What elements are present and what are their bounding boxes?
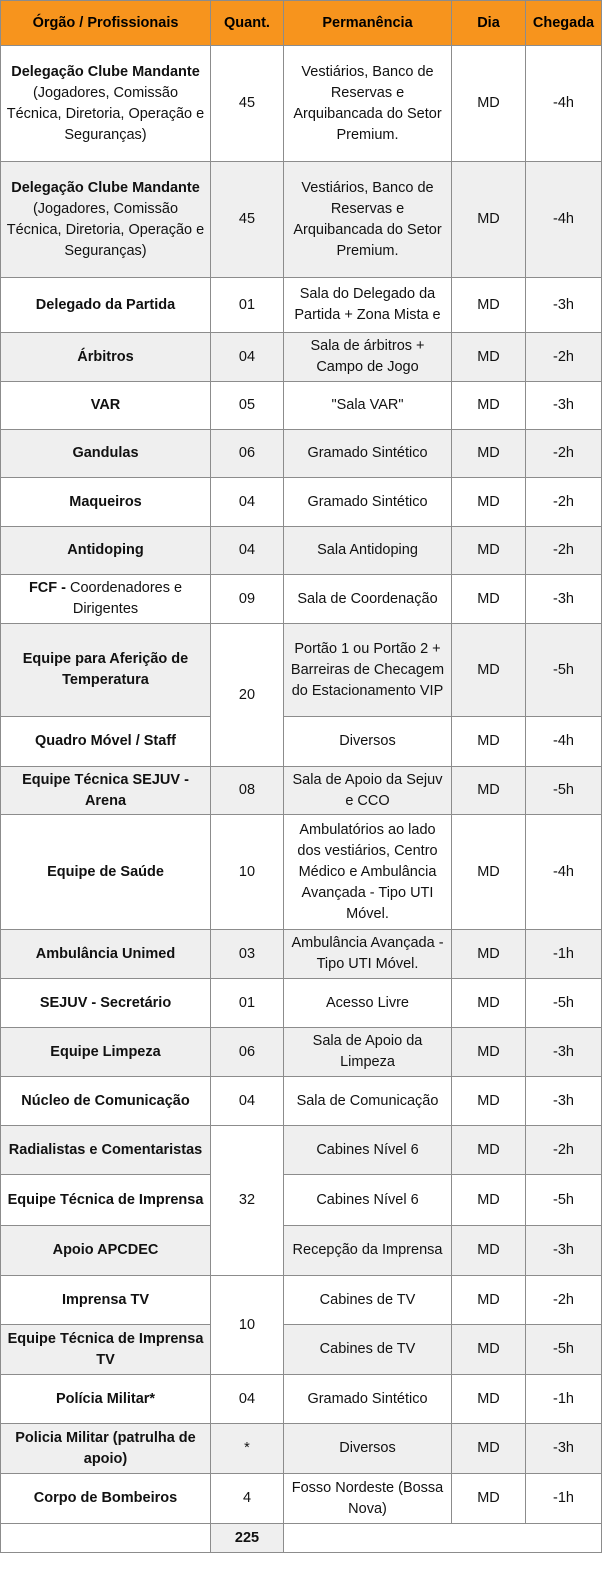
org-cell <box>1 1276 211 1325</box>
chegada-cell: -1h <box>526 1474 602 1524</box>
dia-cell: MD <box>452 717 526 767</box>
quant-cell: 10 <box>211 1276 284 1375</box>
table-row <box>1 979 602 1028</box>
chegada-cell: -3h <box>526 382 602 430</box>
chegada-cell: -1h <box>526 930 602 979</box>
total-row <box>1 1524 602 1553</box>
org-cell <box>1 1424 211 1474</box>
table-row <box>1 575 602 624</box>
org-cell <box>1 1375 211 1424</box>
chegada-cell: -2h <box>526 430 602 478</box>
org-name: Delegação Clube Mandante <box>11 179 200 196</box>
dia-cell: MD <box>452 278 526 333</box>
table-row <box>1 1424 602 1474</box>
org-name: Equipe Técnica de Imprensa <box>7 1191 204 1208</box>
quant-cell: 04 <box>211 1375 284 1424</box>
chegada-cell: -2h <box>526 1126 602 1175</box>
org-cell <box>1 46 211 162</box>
dia-cell: MD <box>452 575 526 624</box>
dia-cell: MD <box>452 527 526 575</box>
quant-cell: 08 <box>211 767 284 815</box>
dia-cell: MD <box>452 478 526 527</box>
perm-cell: Gramado Sintético <box>284 478 452 527</box>
chegada-cell: -5h <box>526 1175 602 1226</box>
chegada-cell: -4h <box>526 717 602 767</box>
dia-cell: MD <box>452 1424 526 1474</box>
org-name: Corpo de Bombeiros <box>33 1490 178 1506</box>
dia-cell: MD <box>452 1325 526 1375</box>
table-row <box>1 1474 602 1524</box>
org-name: Equipe Limpeza <box>50 1043 161 1060</box>
perm-cell: Recepção da Imprensa <box>284 1226 452 1276</box>
org-cell <box>1 1028 211 1077</box>
table-row <box>1 333 602 382</box>
org-name: Equipe para Aferição de Temperatura <box>22 651 189 688</box>
quant-cell: 04 <box>211 527 284 575</box>
total-label-cell <box>1 1524 211 1553</box>
quant-cell: 32 <box>211 1126 284 1276</box>
org-name: Radialistas e Comentaristas <box>8 1141 203 1158</box>
org-cell <box>1 624 211 717</box>
perm-cell: Sala do Delegado da Partida + Zona Mista e <box>284 278 452 333</box>
dia-cell: MD <box>452 1175 526 1226</box>
dia-cell: MD <box>452 162 526 278</box>
org-detail: (Jogadores, Comissão Técnica, Diretoria, Operação e Seguranças) <box>6 200 205 259</box>
quant-cell: 10 <box>211 815 284 930</box>
dia-cell: MD <box>452 1077 526 1126</box>
perm-cell: Sala de Apoio da Limpeza <box>284 1028 452 1077</box>
org-name: Policia Militar (patrulha de apoio) <box>15 1429 196 1467</box>
perm-cell: Gramado Sintético <box>284 1375 452 1424</box>
table-row <box>1 767 602 815</box>
table-row <box>1 815 602 930</box>
perm-cell: Ambulância Avançada - Tipo UTI Móvel. <box>284 930 452 979</box>
quant-cell: 04 <box>211 1077 284 1126</box>
perm-cell: Cabines Nível 6 <box>284 1126 452 1175</box>
chegada-cell: -3h <box>526 1077 602 1126</box>
chegada-cell: -2h <box>526 527 602 575</box>
chegada-cell: -2h <box>526 333 602 382</box>
perm-cell: Sala de Coordenação <box>284 575 452 624</box>
org-name: Equipe Técnica de Imprensa TV <box>7 1330 204 1368</box>
org-name: Ambulância Unimed <box>35 945 176 962</box>
quant-cell: 05 <box>211 382 284 430</box>
header-org: Órgão / Profissionais <box>1 1 211 46</box>
perm-cell: Portão 1 ou Portão 2 + Barreiras de Checagem do Estacionamento VIP <box>284 624 452 717</box>
org-name: SEJUV - Secretário <box>39 994 172 1011</box>
chegada-cell: -1h <box>526 1375 602 1424</box>
org-cell <box>1 767 211 815</box>
quant-cell: 20 <box>211 624 284 767</box>
table-row <box>1 930 602 979</box>
org-cell <box>1 278 211 333</box>
org-cell <box>1 333 211 382</box>
perm-cell: Diversos <box>284 717 452 767</box>
perm-cell: Cabines de TV <box>284 1325 452 1375</box>
perm-cell: Vestiários, Banco de Reservas e Arquibancada do Setor Premium. <box>284 46 452 162</box>
quant-cell: 06 <box>211 1028 284 1077</box>
table-row <box>1 1028 602 1077</box>
org-name: Apoio APCDEC <box>52 1242 159 1258</box>
chegada-cell: -2h <box>526 478 602 527</box>
chegada-cell: -2h <box>526 1276 602 1325</box>
perm-cell: Sala Antidoping <box>284 527 452 575</box>
org-name: Maqueiros <box>69 493 142 510</box>
dia-cell: MD <box>452 430 526 478</box>
chegada-cell: -4h <box>526 815 602 930</box>
header-dia: Dia <box>452 1 526 46</box>
dia-cell: MD <box>452 1226 526 1276</box>
chegada-cell: -3h <box>526 575 602 624</box>
org-cell <box>1 1325 211 1375</box>
quant-cell: 45 <box>211 162 284 278</box>
table-row <box>1 527 602 575</box>
header-quant: Quant. <box>211 1 284 46</box>
perm-cell: Cabines Nível 6 <box>284 1175 452 1226</box>
perm-cell: Fosso Nordeste (Bossa Nova) <box>284 1474 452 1524</box>
chegada-cell: -4h <box>526 162 602 278</box>
dia-cell: MD <box>452 382 526 430</box>
dia-cell: MD <box>452 979 526 1028</box>
table-row <box>1 1375 602 1424</box>
dia-cell: MD <box>452 46 526 162</box>
org-cell <box>1 717 211 767</box>
chegada-cell: -3h <box>526 1226 602 1276</box>
chegada-cell: -5h <box>526 979 602 1028</box>
total-blank-cell <box>284 1524 602 1553</box>
org-cell <box>1 815 211 930</box>
table-row <box>1 478 602 527</box>
header-perm: Permanência <box>284 1 452 46</box>
dia-cell: MD <box>452 815 526 930</box>
quant-cell: 06 <box>211 430 284 478</box>
perm-cell: Gramado Sintético <box>284 430 452 478</box>
chegada-cell: -5h <box>526 767 602 815</box>
org-cell <box>1 930 211 979</box>
org-name: Equipe Técnica SEJUV - Arena <box>22 771 189 809</box>
dia-cell: MD <box>452 1276 526 1325</box>
quant-cell: 4 <box>211 1474 284 1524</box>
org-cell <box>1 1474 211 1524</box>
perm-cell: "Sala VAR" <box>284 382 452 430</box>
table-row <box>1 1077 602 1126</box>
chegada-cell: -5h <box>526 624 602 717</box>
org-cell <box>1 478 211 527</box>
table-header-row <box>1 1 602 46</box>
table-row <box>1 717 602 767</box>
chegada-cell: -4h <box>526 46 602 162</box>
table-row <box>1 382 602 430</box>
org-name: Delegado da Partida <box>35 296 176 313</box>
quant-cell: 03 <box>211 930 284 979</box>
dia-cell: MD <box>452 1375 526 1424</box>
dia-cell: MD <box>452 1474 526 1524</box>
perm-cell: Ambulatórios ao lado dos vestiários, Centro Médico e Ambulância Avançada - Tipo UTI Móvel. <box>284 815 452 930</box>
quant-cell: 01 <box>211 979 284 1028</box>
perm-cell: Sala de Apoio da Sejuv e CCO <box>284 767 452 815</box>
quant-cell: 04 <box>211 333 284 382</box>
table-row <box>1 1226 602 1276</box>
org-cell <box>1 430 211 478</box>
org-name: Polícia Militar* <box>55 1390 156 1407</box>
table-row <box>1 162 602 278</box>
org-name: Árbitros <box>77 348 134 365</box>
header-chegada: Chegada <box>526 1 602 46</box>
quant-cell: 01 <box>211 278 284 333</box>
org-name: Gandulas <box>72 445 139 461</box>
org-name: Equipe de Saúde <box>47 863 164 880</box>
org-cell <box>1 979 211 1028</box>
org-cell <box>1 1226 211 1276</box>
org-cell <box>1 382 211 430</box>
org-name: Quadro Móvel / Staff <box>35 733 176 749</box>
chegada-cell: -3h <box>526 278 602 333</box>
table-row <box>1 278 602 333</box>
quant-cell: * <box>211 1424 284 1474</box>
dia-cell: MD <box>452 930 526 979</box>
quant-cell: 09 <box>211 575 284 624</box>
dia-cell: MD <box>452 1126 526 1175</box>
chegada-cell: -5h <box>526 1325 602 1375</box>
chegada-cell: -3h <box>526 1424 602 1474</box>
dia-cell: MD <box>452 333 526 382</box>
org-name: VAR <box>90 397 121 413</box>
table-row <box>1 624 602 717</box>
org-name: Imprensa TV <box>61 1291 150 1308</box>
table-row <box>1 1126 602 1175</box>
org-cell <box>1 1077 211 1126</box>
table-row <box>1 430 602 478</box>
dia-cell: MD <box>452 1028 526 1077</box>
dia-cell: MD <box>452 624 526 717</box>
quant-cell: 04 <box>211 478 284 527</box>
perm-cell: Diversos <box>284 1424 452 1474</box>
org-cell <box>1 1175 211 1226</box>
total-value: 225 <box>211 1524 284 1553</box>
org-name: Delegação Clube Mandante <box>11 63 200 80</box>
perm-cell: Acesso Livre <box>284 979 452 1028</box>
chegada-cell: -3h <box>526 1028 602 1077</box>
dia-cell: MD <box>452 767 526 815</box>
quant-cell: 45 <box>211 46 284 162</box>
org-cell <box>1 527 211 575</box>
table-row <box>1 1175 602 1226</box>
org-cell <box>1 575 211 624</box>
table-row <box>1 46 602 162</box>
org-detail: (Jogadores, Comissão Técnica, Diretoria, Operação e Seguranças) <box>6 84 205 143</box>
table-row <box>1 1276 602 1325</box>
perm-cell: Sala de árbitros + Campo de Jogo <box>284 333 452 382</box>
table-row <box>1 1325 602 1375</box>
org-name: Antidoping <box>67 542 144 558</box>
perm-cell: Vestiários, Banco de Reservas e Arquibancada do Setor Premium. <box>284 162 452 278</box>
org-name: FCF - <box>28 580 66 596</box>
perm-cell: Cabines de TV <box>284 1276 452 1325</box>
org-cell <box>1 1126 211 1175</box>
org-detail: Coordenadores e Dirigentes <box>65 580 183 617</box>
perm-cell: Sala de Comunicação <box>284 1077 452 1126</box>
org-name: Núcleo de Comunicação <box>21 1092 190 1109</box>
org-cell <box>1 162 211 278</box>
